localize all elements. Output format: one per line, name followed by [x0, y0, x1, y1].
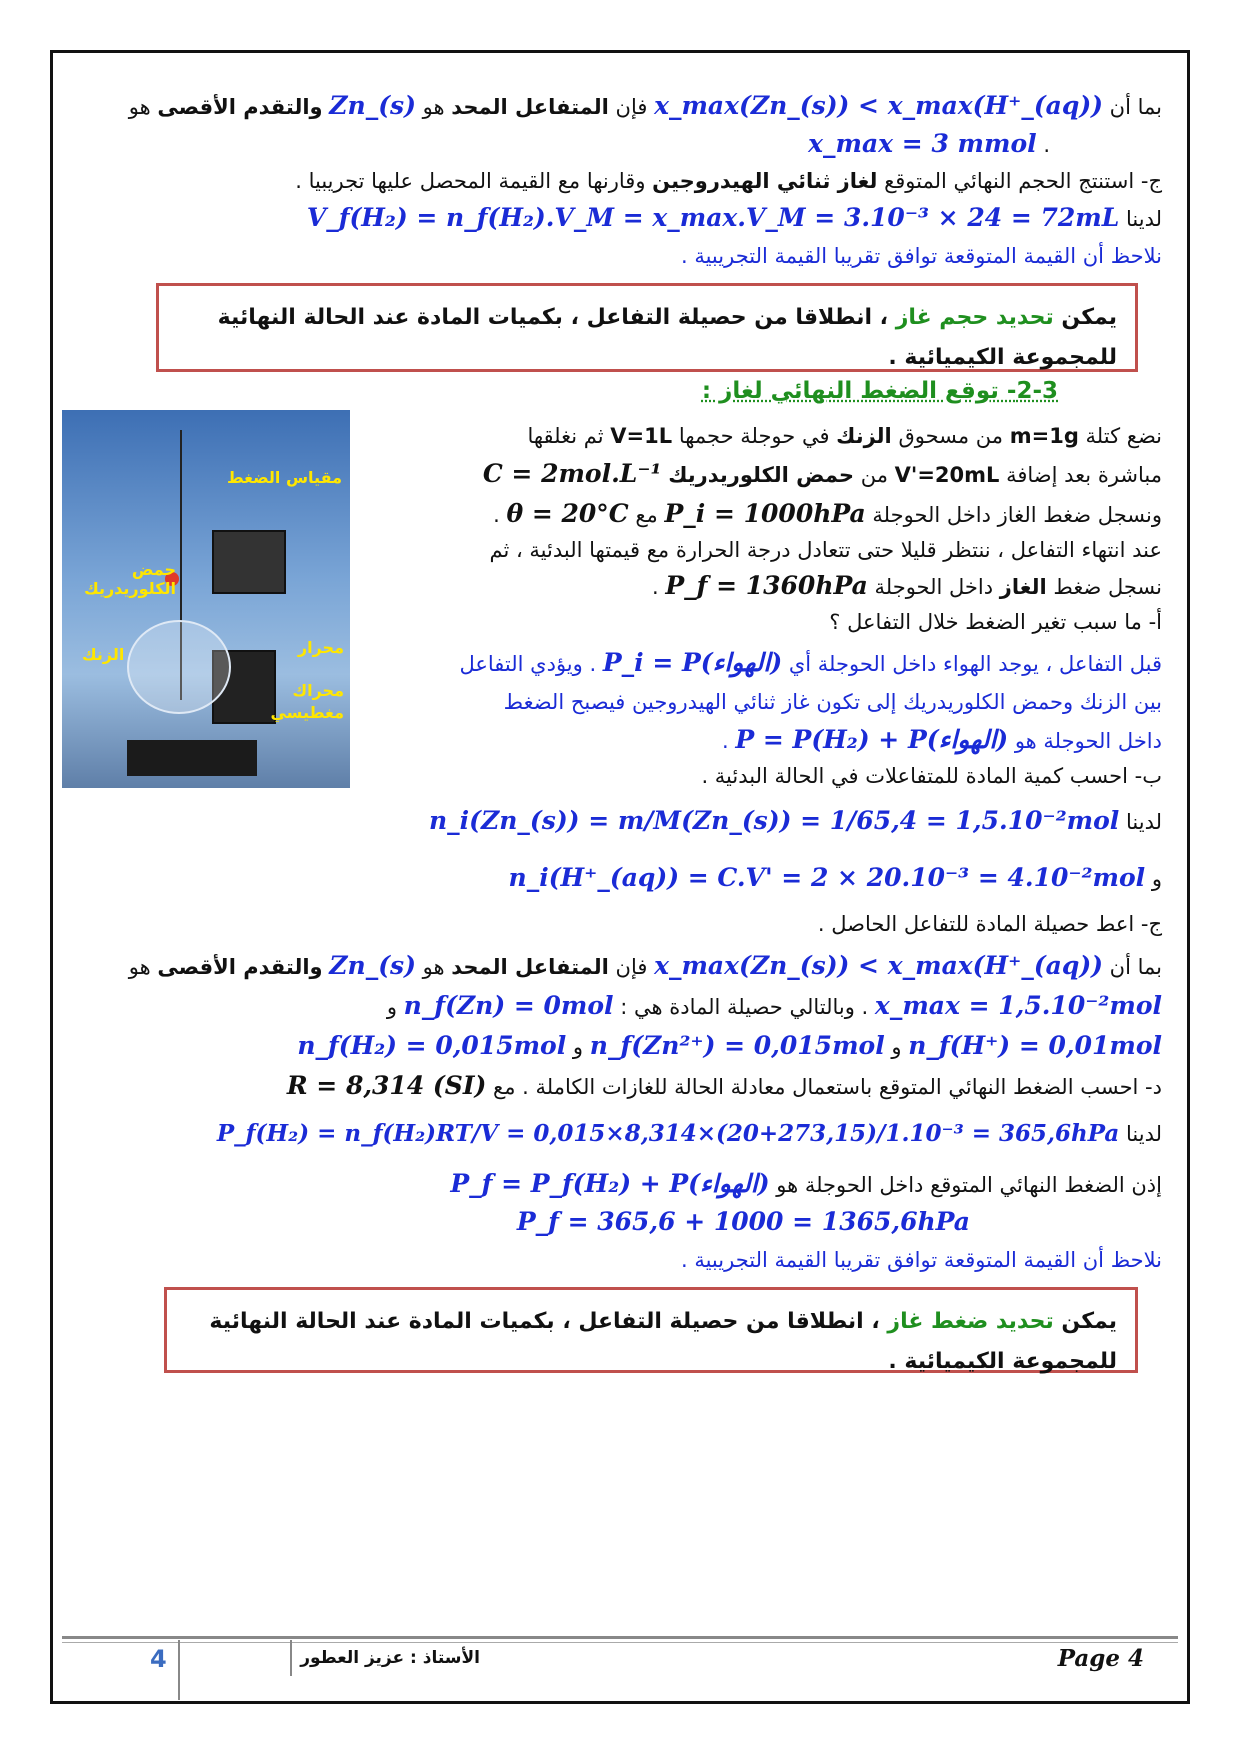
line-observation-2: نلاحظ أن القيمة المتوقعة توافق تقريبا القيمة التجريبية . — [680, 1248, 1162, 1272]
line-ni-hplus: و n_i(H⁺_(aq)) = C.V' = 2 × 20.10⁻³ = 4.10⁻²mol — [508, 863, 1162, 892]
question-a: أ- ما سبب تغير الضغط خلال التفاعل ؟ — [829, 610, 1162, 634]
answer-a-1: قبل التفاعل ، يوجد الهواء داخل الحوجلة أي P_i = P(الهواء) . ويؤدي التفاعل — [459, 648, 1162, 677]
footer-separator-mid — [290, 1640, 292, 1676]
teacher-name: الأستاذ : عزيز العطور — [300, 1648, 480, 1668]
line-limiting-reactant-1: بما أن x_max(Zn_(s)) < x_max(H⁺_(aq)) فإن المتفاعل المحد هو Zn_(s) والتقدم الأقصى هو — [128, 91, 1162, 120]
line-setup-1: نضع كتلة m=1g من مسحوق الزنك في حوجلة حجمها V=1L ثم نغلقها — [527, 424, 1162, 448]
label-zinc: الزنك — [82, 645, 125, 664]
line-observation-1: نلاحظ أن القيمة المتوقعة توافق تقريبا القيمة التجريبية . — [680, 244, 1162, 268]
question-c2: ج- اعط حصيلة المادة للتفاعل الحاصل . — [817, 912, 1162, 936]
question-b: ب- احسب كمية المادة للمتفاعلات في الحالة البدئية . — [701, 764, 1162, 788]
summary-box-volume: يمكن تحديد حجم غاز ، انطلاقا من حصيلة التفاعل ، بكميات المادة عند الحالة النهائية للمجموعة الكيميائية . — [156, 283, 1138, 372]
line-limiting-reactant-2: بما أن x_max(Zn_(s)) < x_max(H⁺_(aq)) فإن المتفاعل المحد هو Zn_(s) والتقدم الأقصى هو — [128, 951, 1162, 980]
footer-rule-thin — [62, 1642, 1178, 1643]
line-balance-1: x_max = 1,5.10⁻²mol . وبالتالي حصيلة المادة هي : n_f(Zn) = 0mol و — [386, 991, 1162, 1020]
line-final-pressure: إذن الضغط النهائي المتوقع داخل الحوجلة هو P_f = P_f(H₂) + P(الهواء) — [450, 1169, 1162, 1198]
apparatus-photo — [62, 410, 350, 788]
line-setup-5: نسجل ضغط الغاز داخل الحوجلة P_f = 1360hPa . — [651, 571, 1162, 600]
line-setup-4: عند انتهاء التفاعل ، ننتظر قليلا حتى تتعادل درجة الحرارة مع قيمتها البدئية ، ثم — [489, 538, 1162, 562]
label-magnetic-stirrer: محراك مغطيسي — [270, 681, 344, 722]
question-d: د- احسب الضغط النهائي المتوقع باستعمال معادلة الحالة للغازات الكاملة . مع R = 8,314 (SI) — [286, 1071, 1162, 1100]
summary-box-pressure: يمكن تحديد ضغط غاز ، انطلاقا من حصيلة التفاعل ، بكميات المادة عند الحالة النهائية للمجموعة الكيميائية . — [164, 1287, 1138, 1373]
line-question-c: ج- استنتج الحجم النهائي المتوقع لغاز ثنائي الهيدروجين وقارنها مع القيمة المحصل عليها تجريبيا . — [295, 169, 1162, 193]
label-pressure-gauge: مقياس الضغط — [226, 468, 342, 487]
label-thermometer: محرار — [297, 638, 344, 657]
line-xmax: . x_max = 3 mmol — [808, 129, 1050, 158]
answer-a-2: بين الزنك وحمض الكلوريدريك إلى تكون غاز ثنائي الهيدروجين فيصبح الضغط — [503, 690, 1162, 714]
line-volume-calc: لدينا V_f(H₂) = n_f(H₂).V_M = x_max.V_M = 3.10⁻³ × 24 = 72mL — [306, 203, 1162, 232]
line-balance-2: n_f(H⁺) = 0,01mol و n_f(Zn²⁺) = 0,015mol و n_f(H₂) = 0,015mol — [297, 1031, 1162, 1060]
line-setup-2: مباشرة بعد إضافة V'=20mL من حمض الكلوريدريك C = 2mol.L⁻¹ — [482, 459, 1162, 488]
section-heading: 2-3- توقع الضغط النهائي لغاز : — [701, 378, 1058, 404]
footer-rule — [62, 1636, 1178, 1639]
footer-separator-left — [178, 1640, 180, 1700]
page-number: 4 — [150, 1645, 167, 1673]
line-ni-zinc: لدينا n_i(Zn_(s)) = m/M(Zn_(s)) = 1/65,4 = 1,5.10⁻²mol — [429, 806, 1162, 835]
answer-a-3: داخل الحوجلة هو P = P(H₂) + P(الهواء) . — [722, 725, 1162, 754]
line-final-pressure-value: P_f = 365,6 + 1000 = 1365,6hPa — [516, 1207, 970, 1236]
line-pressure-h2: لدينا P_f(H₂) = n_f(H₂)RT/V = 0,015×8,314×(20+273,15)/1.10⁻³ = 365,6hPa — [216, 1120, 1162, 1147]
line-setup-3: ونسجل ضغط الغاز داخل الحوجلة P_i = 1000hPa مع θ = 20°C . — [493, 499, 1162, 528]
label-hcl: حمض الكلوريدريك — [84, 560, 176, 598]
math-xmax-compare: x_max(Zn_(s)) < x_max(H⁺_(aq)) — [654, 91, 1103, 120]
page-label: Page 4 — [1057, 1645, 1144, 1672]
